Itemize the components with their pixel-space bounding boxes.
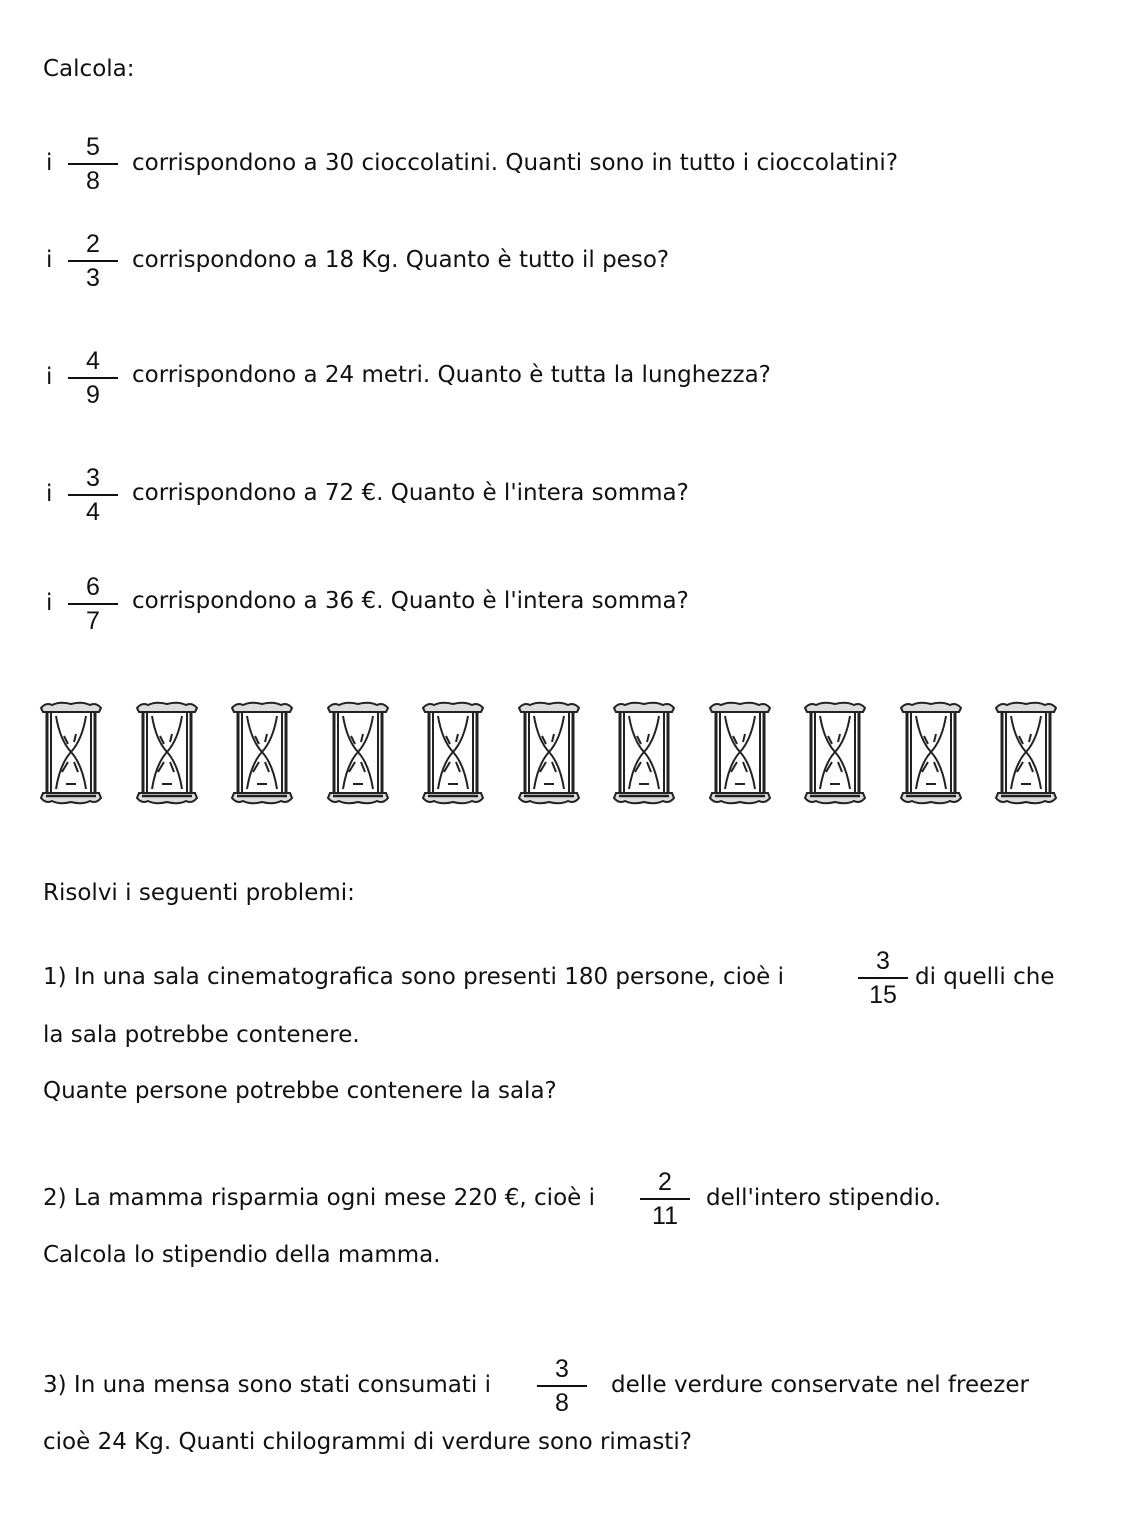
problem2-line2: Calcola lo stipendio della mamma. xyxy=(43,1242,441,1268)
fraction-bar xyxy=(68,494,118,496)
hourglass-icon xyxy=(229,700,295,806)
problem3-line1: 3) In una mensa sono stati consumati i xyxy=(43,1372,491,1398)
hourglass-icon xyxy=(38,700,104,806)
item4-numerator: 3 xyxy=(86,464,100,492)
item2-denominator: 3 xyxy=(86,264,100,292)
item1-prefix: i xyxy=(46,150,53,176)
fraction-bar xyxy=(640,1198,690,1200)
fraction-bar xyxy=(68,603,118,605)
problem3-denominator: 8 xyxy=(555,1389,569,1417)
section2-heading: Risolvi i seguenti problemi: xyxy=(43,880,355,906)
hourglass-icon xyxy=(898,700,964,806)
item3-fraction xyxy=(68,349,118,408)
item5-text: corrispondono a 36 €. Quanto è l'intera somma? xyxy=(132,588,689,614)
item4-denominator: 4 xyxy=(86,498,100,526)
problem1-denominator: 15 xyxy=(869,981,897,1009)
problem2-line1: 2) La mamma risparmia ogni mese 220 €, cioè i xyxy=(43,1185,595,1211)
hourglass-icon xyxy=(420,700,486,806)
problem3-numerator: 3 xyxy=(555,1355,569,1383)
item3-denominator: 9 xyxy=(86,381,100,409)
item3-numerator: 4 xyxy=(86,347,100,375)
item1-denominator: 8 xyxy=(86,167,100,195)
item2-fraction xyxy=(68,232,118,291)
item1-text: corrispondono a 30 cioccolatini. Quanti sono in tutto i cioccolatini? xyxy=(132,150,899,176)
problem1-line1: 1) In una sala cinematografica sono presenti 180 persone, cioè i xyxy=(43,964,784,990)
fraction-bar xyxy=(68,163,118,165)
fraction-bar xyxy=(68,377,118,379)
section1-heading: Calcola: xyxy=(43,56,135,82)
hourglass-divider xyxy=(38,700,1078,808)
item4-prefix: i xyxy=(46,481,53,507)
item2-text: corrispondono a 18 Kg. Quanto è tutto il peso? xyxy=(132,247,670,273)
item2-prefix: i xyxy=(46,247,53,273)
hourglass-icon xyxy=(802,700,868,806)
problem3-after: delle verdure conservate nel freezer xyxy=(611,1372,1029,1398)
fraction-bar xyxy=(858,977,908,979)
problem1-numerator: 3 xyxy=(876,947,890,975)
hourglass-icon xyxy=(993,700,1059,806)
item3-text: corrispondono a 24 metri. Quanto è tutta la lunghezza? xyxy=(132,362,771,388)
item4-fraction xyxy=(68,466,118,525)
item1-numerator: 5 xyxy=(86,133,100,161)
item2-numerator: 2 xyxy=(86,230,100,258)
item5-fraction xyxy=(68,575,118,634)
problem3-line2: cioè 24 Kg. Quanti chilogrammi di verdure sono rimasti? xyxy=(43,1429,692,1455)
problem2-denominator: 11 xyxy=(652,1202,678,1230)
problem1-fraction xyxy=(858,949,908,1008)
problem1-line3: Quante persone potrebbe contenere la sala? xyxy=(43,1078,557,1104)
problem1-line2: la sala potrebbe contenere. xyxy=(43,1022,360,1048)
item1-fraction xyxy=(68,135,118,194)
hourglass-icon xyxy=(134,700,200,806)
item3-prefix: i xyxy=(46,364,53,390)
problem2-fraction xyxy=(640,1170,690,1229)
hourglass-icon xyxy=(325,700,391,806)
item4-text: corrispondono a 72 €. Quanto è l'intera somma? xyxy=(132,480,689,506)
problem1-after: di quelli che xyxy=(915,964,1055,990)
hourglass-icon xyxy=(611,700,677,806)
problem2-numerator: 2 xyxy=(658,1168,672,1196)
hourglass-icon xyxy=(516,700,582,806)
item5-denominator: 7 xyxy=(86,607,100,635)
item5-numerator: 6 xyxy=(86,573,100,601)
hourglass-icon xyxy=(707,700,773,806)
problem2-after: dell'intero stipendio. xyxy=(706,1185,942,1211)
fraction-bar xyxy=(537,1385,587,1387)
problem3-fraction xyxy=(537,1357,587,1416)
fraction-bar xyxy=(68,260,118,262)
item5-prefix: i xyxy=(46,590,53,616)
